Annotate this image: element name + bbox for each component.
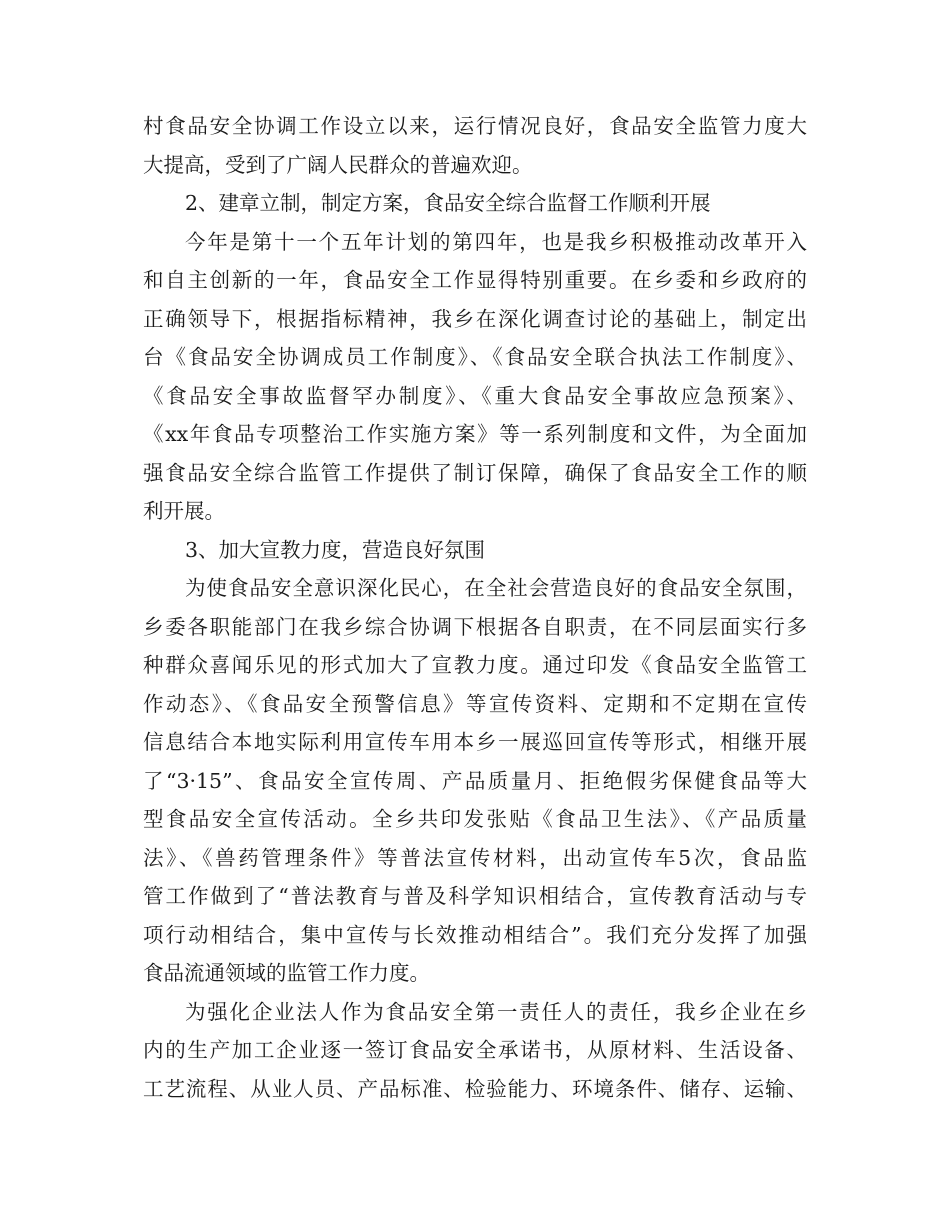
text-line: 了“3·15”、食品安全宣传周、产品质量月、拒绝假劣保健食品等大 (143, 768, 807, 793)
text-line: 为使食品安全意识深化民心，在全社会营造良好的食品安全氛围， (185, 576, 807, 600)
text-line: 大提高，受到了广阔人民群众的普遍欢迎。 (143, 152, 533, 177)
text-line: 型食品安全宣传活动。全乡共印发张贴《食品卫生法》、《产品质量 (143, 807, 807, 831)
text-line: 和自主创新的一年，食品安全工作显得特别重要。在乡委和乡政府的 (143, 268, 807, 292)
text-line: 强食品安全综合监管工作提供了制订保障，确保了食品安全工作的顺 (143, 460, 807, 485)
text-line: 项行动相结合，集中宣传与长效推动相结合”。我们充分发挥了加强 (143, 922, 807, 947)
text-line: 利开展。 (143, 499, 225, 523)
text-line: 种群众喜闻乐见的形式加大了宣教力度。通过印发《食品安全监管工 (143, 653, 807, 677)
text-line: 3、加大宣教力度，营造良好氛围 (185, 537, 486, 562)
text-line: 《xx年食品专项整治工作实施方案》等一系列制度和文件，为全面加 (143, 422, 807, 446)
text-line: 2、建章立制，制定方案，食品安全综合监督工作顺利开展 (185, 191, 711, 215)
text-line: 台《食品安全协调成员工作制度》、《食品安全联合执法工作制度》、 (143, 345, 807, 369)
text-line: 内的生产加工企业逐一签订食品安全承诺书，从原材料、生活设备、 (143, 1038, 807, 1062)
text-line: 乡委各职能部门在我乡综合协调下根据各自职责，在不同层面实行多 (143, 614, 807, 639)
text-line: 法》、《兽药管理条件》等普法宣传材料，出动宣传车5次，食品监 (143, 845, 807, 870)
text-line: 《食品安全事故监督罕办制度》、《重大食品安全事故应急预案》、 (143, 383, 807, 408)
text-line: 管工作做到了“普法教育与普及科学知识相结合，宣传教育活动与专 (143, 884, 807, 908)
text-line: 作动态》、《食品安全预警信息》等宣传资料、定期和不定期在宣传 (143, 691, 807, 716)
text-line: 工艺流程、从业人员、产品标准、检验能力、环境条件、储存、运输、 (143, 1076, 807, 1101)
text-line: 今年是第十一个五年计划的第四年，也是我乡积极推动改革开入 (185, 229, 807, 254)
text-line: 食品流通领域的监管工作力度。 (143, 961, 430, 985)
text-line: 信息结合本地实际利用宣传车用本乡一展巡回宣传等形式，相继开展 (143, 730, 807, 754)
document-body (143, 107, 807, 1108)
text-line: 村食品安全协调工作设立以来，运行情况良好，食品安全监管力度大 (143, 114, 807, 138)
text-line: 为强化企业法人作为食品安全第一责任人的责任，我乡企业在乡 (185, 999, 807, 1024)
text-line: 正确领导下，根据指标精神，我乡在深化调查讨论的基础上，制定出 (143, 306, 807, 331)
